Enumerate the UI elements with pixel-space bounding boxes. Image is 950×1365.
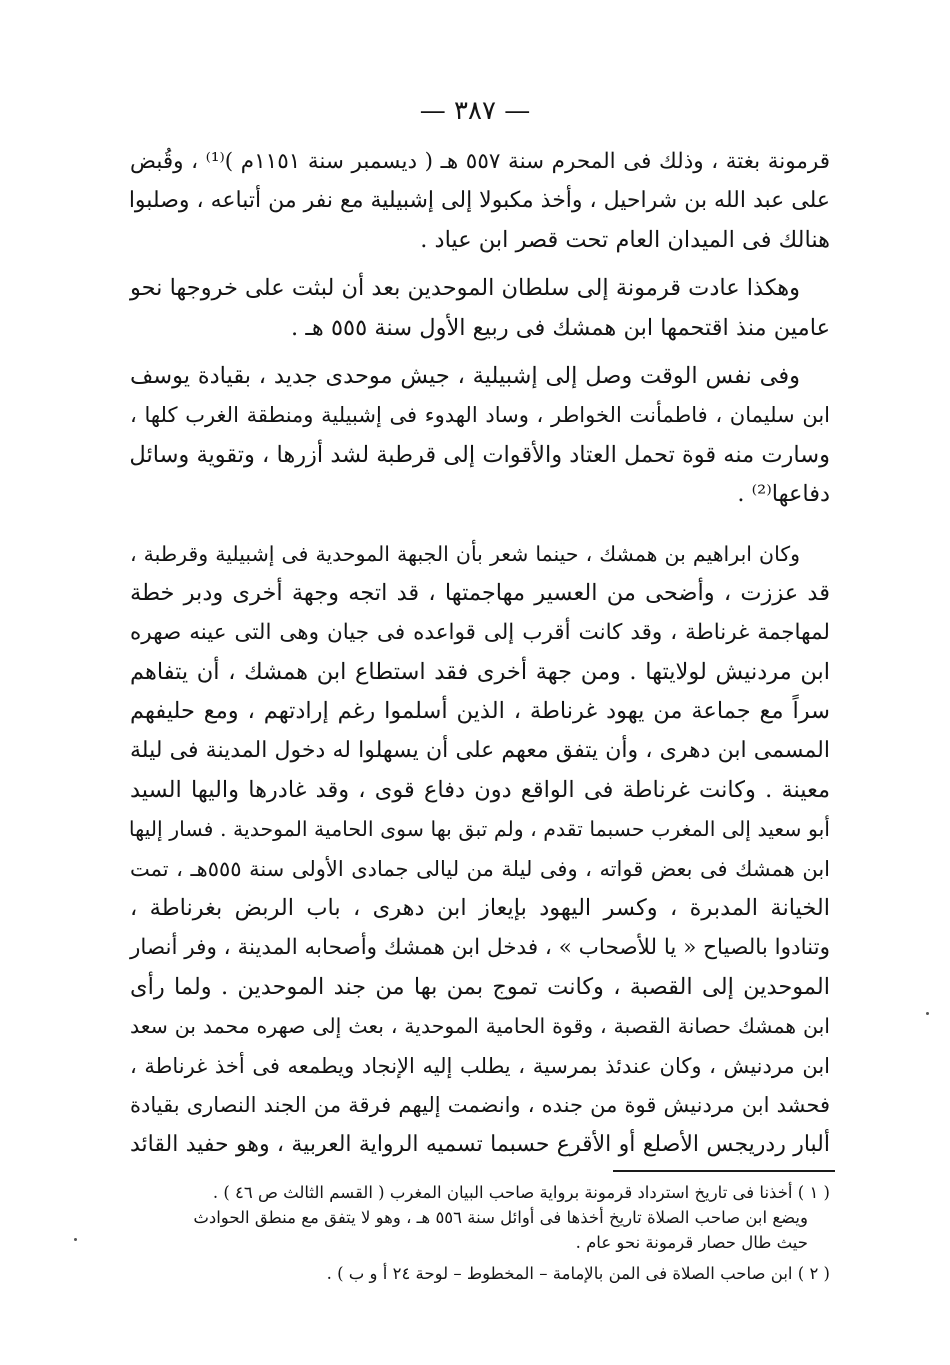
footnote-divider [613, 1170, 835, 1172]
text-line: سراً مع جماعة من يهود غرناطة ، الذين أسلموا رغم إرادتهم ، ومع حليفهم [130, 698, 830, 725]
text-line: هنالك فى الميدان العام تحت قصر ابن عياد . [420, 226, 830, 253]
scan-speck [74, 1238, 77, 1241]
text-line: معينة . وكانت غرناطة فى الواقع دون دفاع قوى ، وقد غادرها واليها السيد [130, 776, 830, 803]
text-line: ابن همشك فى بعض قواته ، وفى ليلة من ليالى جمادى الأولى سنة ٥٥٥هـ ، تمت [130, 856, 830, 881]
footnote-line: ويضع ابن صاحب الصلاة تاريخ أخذها فى أوائل سنة ٥٥٦ هـ ، وهو لا يتفق مع منطق الحوادث [193, 1208, 808, 1227]
scan-speck [926, 1012, 929, 1015]
text-line: قرمونة بغتة ، وذلك فى المحرم سنة ٥٥٧ هـ ( ديسمبر سنة ١١٥١م )⁽¹⁾ ، وقُبض [130, 149, 830, 174]
text-line: ابن سليمان ، فاطمأنت الخواطر ، وساد الهدوء فى إشبيلية ومنطقة الغرب كلها ، [130, 403, 830, 428]
footnote-line: ( ٢ ) ابن صاحب الصلاة فى المن بالإمامة – المخطوط – لوحة ٢٤ أ و ب ) . [326, 1264, 830, 1283]
text-line: أبو سعيد إلى المغرب حسبما تقدم ، ولم تبق بها سوى الحامية الموحدية . فسار إليها [128, 817, 830, 842]
text-line: وفى نفس الوقت وصل إلى إشبيلية ، جيش موحدى جديد ، بقيادة يوسف [130, 362, 800, 389]
text-line: الموحدين إلى القصبة ، وكانت تموج بمن بها من جند الموحدين . ولما رأى [130, 973, 830, 1000]
text-line: الخيانة المدبرة ، وكسر اليهود بإيعاز ابن دهرى ، باب الربض بغرناطة ، [130, 895, 830, 922]
text-line: دفاعها⁽²⁾ . [737, 481, 830, 508]
text-line: على عبد الله بن شراحيل ، وأخذ مكبولا إلى إشبيلية مع نفر من أتباعه ، وصلبوا [128, 188, 830, 214]
text-line: وكان ابراهيم بن همشك ، حينما شعر بأن الجبهة الموحدية فى إشبيلية وقرطبة ، [130, 541, 800, 566]
text-line: وسارت منه قوة تحمل العتاد والأقوات إلى قرطبة لشد أزرها ، وتقوية وسائل [129, 441, 830, 468]
text-line: لمهاجمة غرناطة ، وقد كانت أقرب إلى قواعده فى جيان وهى التى عينه صهره [130, 620, 830, 646]
text-line: عامين منذ اقتحمها ابن همشك فى ربيع الأول سنة ٥٥٥ هـ . [291, 314, 830, 341]
text-line: قد عززت ، وأضحى من العسير مهاجمتها ، قد اتجه وجهة أخرى ودبر خطة [130, 579, 830, 606]
footnotes [160, 1180, 830, 1286]
main-text [130, 142, 830, 1165]
text-line: وهكذا عادت قرمونة إلى سلطان الموحدين بعد أن لبثت على خروجها نحو [130, 275, 800, 302]
text-line: فحشد ابن مردنيش قوة من جنده ، وانضمت إليهم فرقة من الجند النصارى بقيادة [130, 1092, 830, 1117]
footnote-line: حيث طال حصار قرمونة نحو عام . [575, 1233, 808, 1252]
text-line: ابن همشك حصانة القصبة ، وقوة الحامية الموحدية ، بعث إلى صهره محمد بن سعد [130, 1014, 830, 1039]
text-line: ابن مردنيش ، وكان عندئذ بمرسية ، يطلب إليه الإنجاد ويطمعه فى أخذ غرناطة ، [130, 1053, 830, 1078]
text-line: وتنادوا بالصياح « يا للأصحاب » ، فدخل ابن همشك وأصحابه المدينة ، وفر أنصار [129, 935, 830, 961]
text-line: ألبار ردريجس الأصلع أو الأقرع حسبما تسميه الرواية العربية ، وهو حفيد القائد [130, 1132, 830, 1158]
page-number: — ٣٨٧ — [419, 96, 531, 126]
text-line: المسمى ابن دهرى ، وأن يتفق معهم على أن يسهلوا له دخول المدينة فى ليلة [130, 738, 830, 764]
text-line: ابن مردنيش لولايتها . ومن جهة أخرى فقد استطاع ابن همشك ، أن يتفاهم [130, 658, 830, 685]
footnote-line: ( ١ ) أخذنا فى تاريخ استرداد قرمونة برواية صاحب البيان المغرب ( القسم الثالث ص ٤٦ ) . [212, 1183, 830, 1202]
